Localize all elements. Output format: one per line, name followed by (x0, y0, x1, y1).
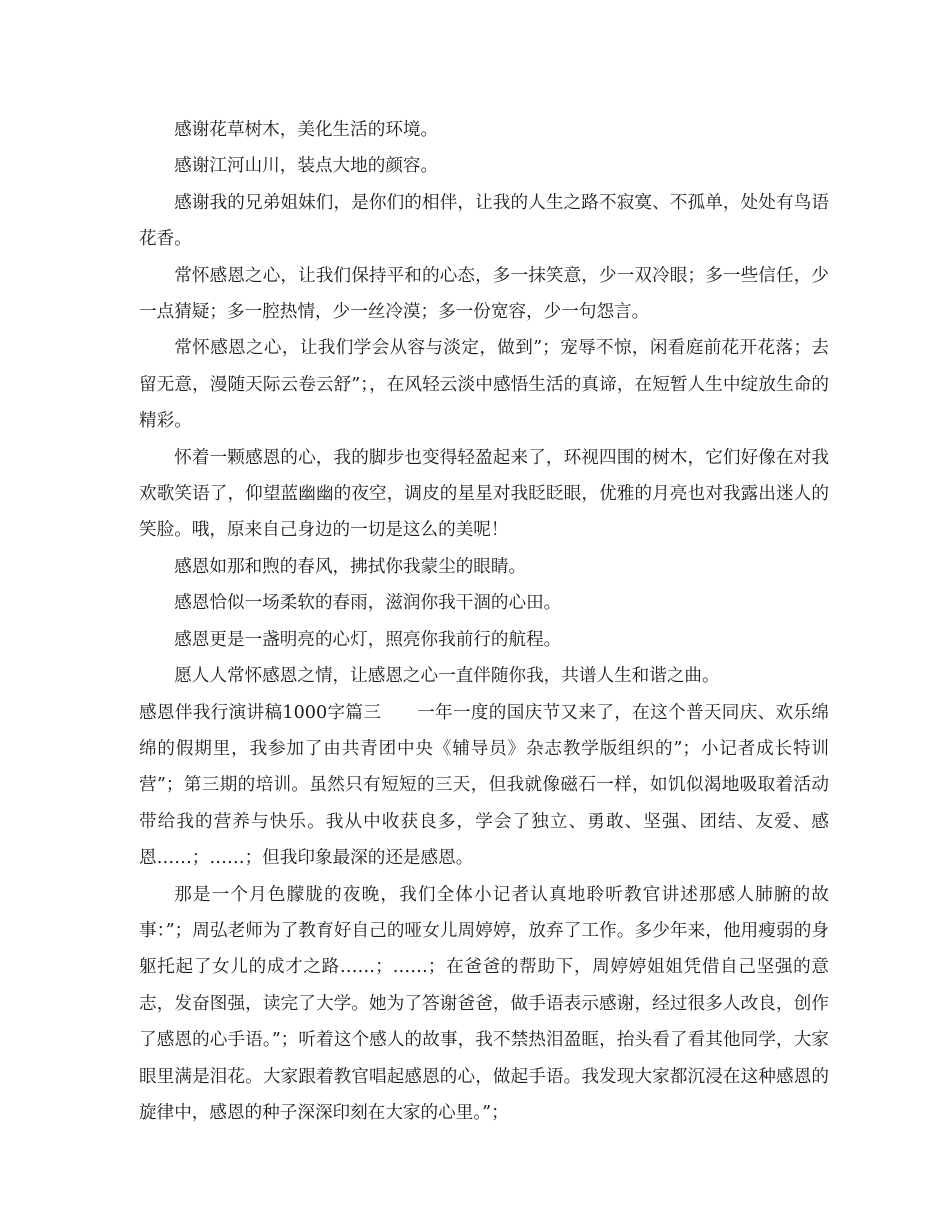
paragraph: 感谢花草树木，美化生活的环境。 (174, 120, 439, 140)
paragraph: 感恩恰似一场柔软的春雨，滋润你我干涸的心田。 (174, 593, 562, 614)
paragraph: 感恩更是一盏明亮的心灯，照亮你我前行的航程。 (174, 629, 562, 650)
paragraph: 感谢我的兄弟姐妹们，是你们的相伴，让我的人生之路不寂寞、不孤单，处处有鸟语花香。 (139, 192, 829, 250)
paragraph: 常怀感恩之心，让我们保持平和的心态，多一抹笑意，少一双冷眼；多一些信任，少一点猜疑；多一腔热情，少一丝冷漠；多一份宽容，少一句怨言。 (139, 265, 829, 323)
paragraph: 愿人人常怀感恩之情，让感恩之心一直伴随你我，共谱人生和谐之曲。 (174, 666, 720, 687)
paragraph: 那是一个月色朦胧的夜晚，我们全体小记者认真地聆听教官讲述那感人肺腑的故事：”；周弘老师为了教育好自己的哑女儿周婷婷，放弃了工作。多少年来，他用瘦弱的身躯托起了女儿的成才之路……；……；在爸爸的帮助下，周婷婷姐姐凭借自己坚强的意志，发奋图强，读完了大学。她为了答谢爸爸，做手语表示感谢，经过很多人改良，创作了感恩的心手语。”；听着这个感人的故事，我不禁热泪盈眶，抬头看了看其他同学，大家眼里满是泪花。大家跟着教官唱起感恩的心，做起手语。我发现大家都沉浸在这种感恩的旋律中，感恩的种子深深印刻在大家的心里。”； (139, 884, 829, 1123)
paragraph: 感谢江河山川，装点大地的颜容。 (174, 156, 439, 177)
paragraph: 常怀感恩之心，让我们学会从容与淡定，做到”；宠辱不惊，闲看庭前花开花落；去留无意，漫随天际云卷云舒”；，在风轻云淡中感悟生活的真谛，在短暂人生中绽放生命的精彩。 (139, 338, 829, 432)
paragraph: 怀着一颗感恩的心，我的脚步也变得轻盈起来了，环视四围的树木，它们好像在对我欢歌笑语了，仰望蓝幽幽的夜空，调皮的星星对我眨眨眼，优雅的月亮也对我露出迷人的笑脸。哦，原来自己身边的一切是这么的美呢！ (139, 447, 829, 541)
document-body (139, 112, 829, 1131)
section-heading-paragraph: 感恩伴我行演讲稿1000字篇三 一年一度的国庆节又来了，在这个普天同庆、欢乐绵绵的假期里，我参加了由共青团中央《辅导员》杂志教学版组织的”；小记者成长特训营”；第三期的培训。虽然只有短短的三天，但我就像磁石一样，如饥似渴地吸取着活动带给我的营养与快乐。我从中收获良多，学会了独立、勇敢、坚强、团结、友爱、感恩……；……；但我印象最深的还是感恩。 (139, 702, 829, 869)
paragraph: 感恩如那和煦的春风，拂拭你我蒙尘的眼睛。 (174, 556, 527, 577)
